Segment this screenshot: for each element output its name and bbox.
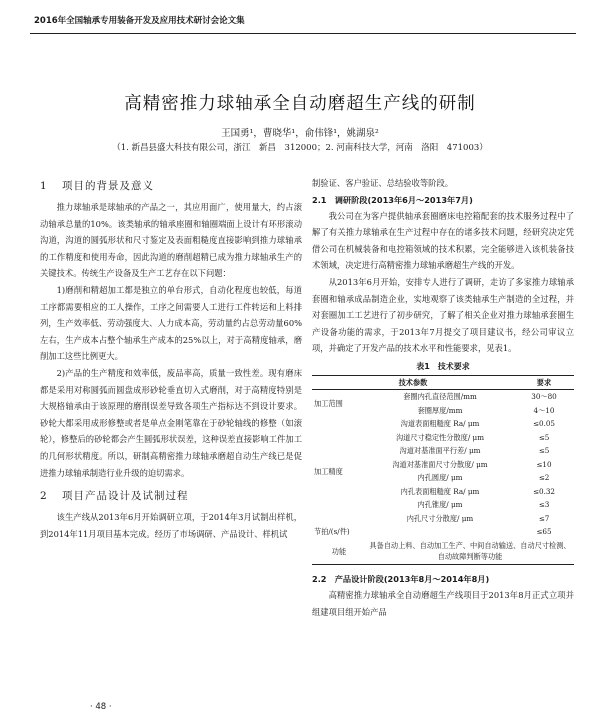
table-caption: 表1 技术要求 <box>416 361 470 371</box>
paragraph: 从2013年6月开始，安排专人进行了调研，走访了多家推力球轴承套圈和轴承成品制造企业，实地观察了该类轴承生产制造的全过程，并对套圈加工工艺进行了初步研究，了解了相关企业对推力球轴承套圈生产设备功能的需求，于2013年7月提交了项目建议书，经公司审议立项，并确定了开发产品的技术水平和性能要求，见表1。 <box>312 276 574 354</box>
table-item-cell: 内孔尺寸分散度/ μm <box>406 513 474 523</box>
left-column <box>40 175 302 542</box>
paragraph: 制验证、客户验证、总结验收等阶段。 <box>312 178 454 188</box>
paragraph: 该生产线从2013年6月开始调研立项，于2014年3月试制出样机，到2014年11月项目基本完成。经历了市场调研、产品设计、样机试 <box>40 512 302 539</box>
subsection-2-2-heading: 2.2 产品设计阶段(2013年8月～2014年8月) <box>312 573 490 584</box>
paragraph: 推力球轴承是球轴承的产品之一，其应用面广，使用量大，约占滚动轴承总量的10%。该类轴承的轴承座圈和轴圈端面上设计有环形滚动沟道，沟道的圆弧形状和尺寸鉴定及表面粗糙度直接影响到推力球轴承的工作精度和使用寿命，因此沟道的磨削超精已成为推力球轴承生产的关键技术。传统生产设备及生产工艺存在以下问题： <box>40 202 302 279</box>
table-header-req: 要求 <box>514 375 574 390</box>
running-header: 2016年全国轴承专用装备开发及应用技术研讨会论文集 <box>34 16 245 26</box>
table-header-row <box>312 375 574 390</box>
table-req-cell: ≤5 <box>538 432 550 442</box>
paragraph: 我公司在为客户提供轴承套圈磨床电控箱配套的技术服务过程中了解了有关推力球轴承在生产过程中存在的诸多技术问题，经研究决定凭借公司在机械装备和电控箱领域的技术积累，完全能够进入该机装备技术领域，决定进行高精密推力球轴承磨超生产线的开发。 <box>312 210 574 271</box>
subsection-2-1-heading: 2.1 调研阶段(2013年6月～2013年7月) <box>312 194 473 205</box>
section-1-title: 项目的背景及意义 <box>62 180 154 192</box>
table-row <box>312 525 574 539</box>
table-row <box>312 390 574 404</box>
spec-table <box>312 375 574 565</box>
table-item-cell: 沟道对基准面平行差/ μm <box>399 446 481 456</box>
table-item-cell: 套圈内孔直径范围/mm <box>403 392 477 402</box>
table-req-cell: ≤10 <box>536 459 552 469</box>
table-item-cell: 沟道尺寸稳定性分散度/ μm <box>395 432 485 442</box>
paragraph: 1)磨削和精超加工都是独立的单台形式，自动化程度也较低，每道工序都需要相应的工人操作，工序之间需要人工进行工件转运和上料排列，生产效率低、劳动强度大、人力成本高，劳动量约占总劳动量60%左右，生产成本占整个轴承生产成本的25%以上，对于高精度轴承，磨削加工这些比例更大。 <box>40 284 302 362</box>
table-item-cell: 内孔表面粗糙度 Ra/ μm <box>400 486 480 496</box>
table-item-cell: 内孔圆度/ μm <box>417 473 463 483</box>
section-2-number: 2 <box>40 490 48 503</box>
table-req-cell: 4～10 <box>533 405 555 415</box>
table-row <box>312 539 574 565</box>
table-req-cell: ≤5 <box>538 446 550 456</box>
table-item-cell: 沟道表面粗糙度 Ra/ μm <box>400 419 480 429</box>
table-item-cell: 内孔锥度/ μm <box>417 500 463 510</box>
table-req-cell: ≤2 <box>538 473 550 483</box>
table-req-cell: ≤0.32 <box>532 486 556 496</box>
table-row <box>312 417 574 431</box>
paragraph: 高精密推力球轴承全自动磨超生产线项目于2013年8月正式立项并组建项目组开始产品 <box>312 589 574 617</box>
table-group-cell: 功能 <box>312 539 366 565</box>
section-2-heading <box>40 487 302 505</box>
table-req-cell: 30～80 <box>531 392 557 402</box>
table-req-cell: ≤65 <box>536 527 552 537</box>
table-req-cell: ≤0.05 <box>532 419 556 429</box>
table-item-cell: 沟道对基准面尺寸分散度/ μm <box>392 459 488 469</box>
table-req-cell: ≤7 <box>538 513 550 523</box>
table-req-cell: ≤3 <box>538 500 550 510</box>
table-item-cell: 具备自动上料、自动加工生产、中间自动输送、自动尺寸检测、自动故障判断等功能 <box>366 539 574 565</box>
header-rule <box>30 33 576 34</box>
section-2-title: 项目产品设计及试制过程 <box>62 490 189 503</box>
section-1-heading <box>40 177 302 195</box>
section-1-number: 1 <box>40 180 48 192</box>
page-number: · 48 · <box>90 702 112 712</box>
table-group-cell: 节拍/(s/件) <box>314 527 350 537</box>
paragraph: 2)产品的生产精度和效率低，废品率高，质量一致性差。现有磨床都是采用对称圆弧而圆盘成形砂轮垂直切入式磨削，对于高精度特别是大规格轴承由于该原理的磨削误差导致各项生产指标达不到设计要求。砂轮大都采用成形修整或者是单点金刚笔靠在于砂轮轴线的修整（如滚轮），修整后的砂轮都会产生圆弧形状误差，这种误差直接影响工件加工的几何形状精度。所以，研制高精密推力球轴承磨超自动生产线已是促进推力球轴承制造行业升级的迫切需求。 <box>40 367 302 478</box>
table-group-cell: 加工范围 <box>314 399 343 409</box>
right-column <box>312 175 574 620</box>
paper-title: 高精密推力球轴承全自动磨超生产线的研制 <box>124 94 476 114</box>
affiliation: （1. 新昌县盛大科技有限公司，浙江 新昌 312000；2. 河南科技大学，河南 洛阳 471003） <box>112 143 488 153</box>
table-group-cell: 加工精度 <box>314 466 343 476</box>
authors: 王国勇¹，曹晓华¹，俞伟锋¹，姚湖泉² <box>221 128 379 139</box>
table-header-item: 技术参数 <box>312 375 514 390</box>
table-item-cell: 套圈厚度/mm <box>417 405 463 415</box>
